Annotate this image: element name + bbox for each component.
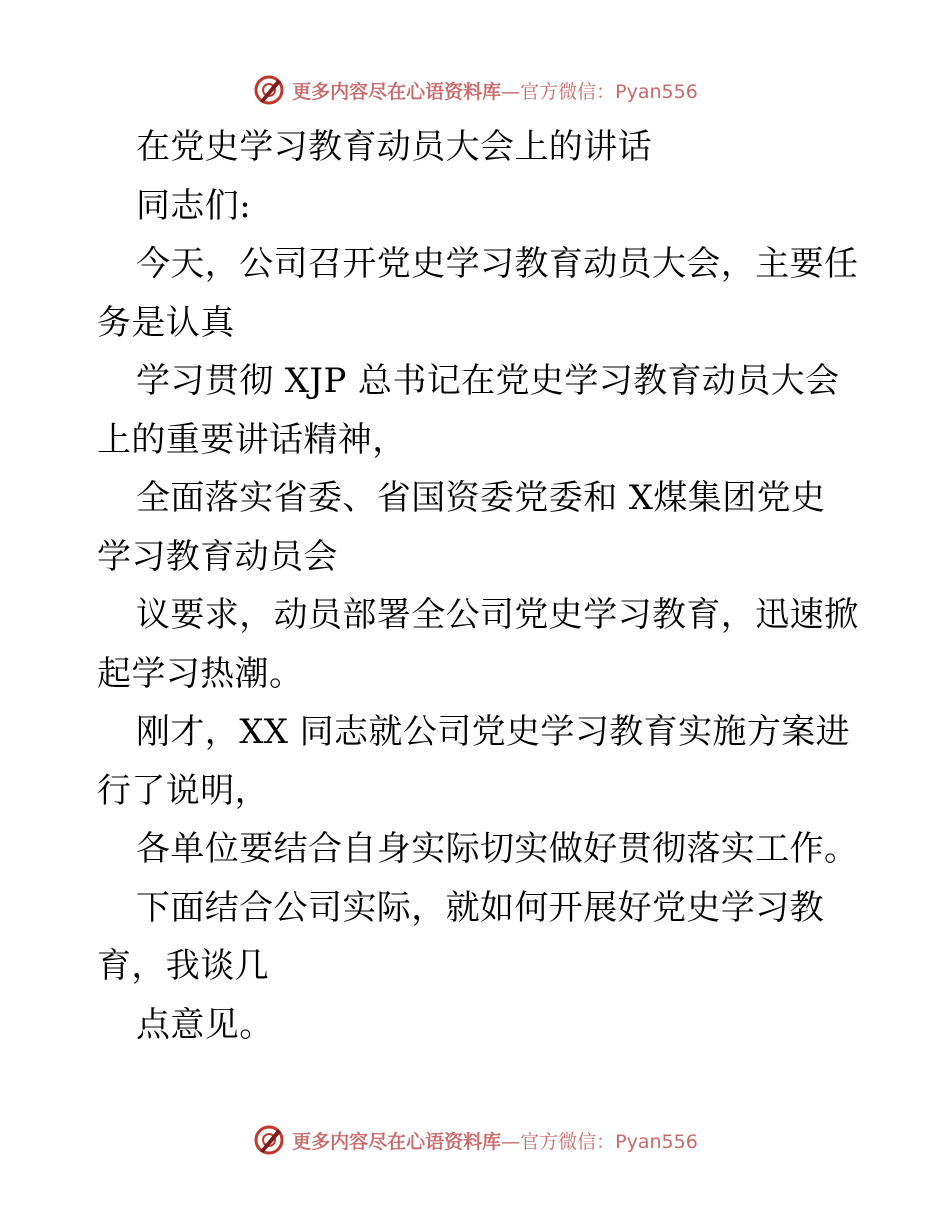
- line-3: 务是认真: [97, 302, 235, 343]
- watermark-text: [292, 77, 698, 104]
- line-14: 育，我谈几: [97, 946, 269, 986]
- line-5: 上的重要讲话精神，: [97, 419, 407, 460]
- watermark-text: [292, 1127, 698, 1154]
- pen-logo-icon: [252, 1123, 286, 1157]
- watermark-contact: —官方微信：Pyan556: [501, 80, 698, 103]
- line-0: 在党史学习教育动员大会上的讲话: [136, 127, 652, 167]
- line-4: 学习贯彻 XJP 总书记在党史学习教育动员大会: [136, 361, 840, 401]
- line-6: 全面落实省委、省国资委党委和 X煤集团党史: [136, 478, 826, 518]
- watermark-contact: —官方微信：Pyan556: [501, 1130, 698, 1153]
- line-2: 今天，公司召开党史学习教育动员大会，主要任: [136, 244, 859, 284]
- watermark-brand: 更多内容尽在心语资料库: [292, 1130, 502, 1153]
- line-8: 议要求，动员部署全公司党史学习教育，迅速掀: [136, 595, 859, 635]
- line-7: 学习教育动员会: [97, 536, 338, 577]
- line-12: 各单位要结合自身实际切实做好贯彻落实工作。: [136, 829, 859, 869]
- speech-body: [97, 118, 857, 1054]
- line-10: 刚才，XX 同志就公司党史学习教育实施方案进: [136, 712, 851, 752]
- watermark-brand: 更多内容尽在心语资料库: [292, 80, 502, 103]
- line-1: 同志们:: [136, 185, 252, 226]
- line-11: 行了说明，: [97, 770, 269, 811]
- footer-watermark: [0, 1120, 950, 1160]
- line-15: 点意见。: [136, 1004, 274, 1045]
- header-watermark: [0, 70, 950, 110]
- line-9: 起学习热潮。: [97, 653, 304, 694]
- pen-logo-icon: [252, 73, 286, 107]
- line-13: 下面结合公司实际，就如何开展好党史学习教: [136, 887, 824, 928]
